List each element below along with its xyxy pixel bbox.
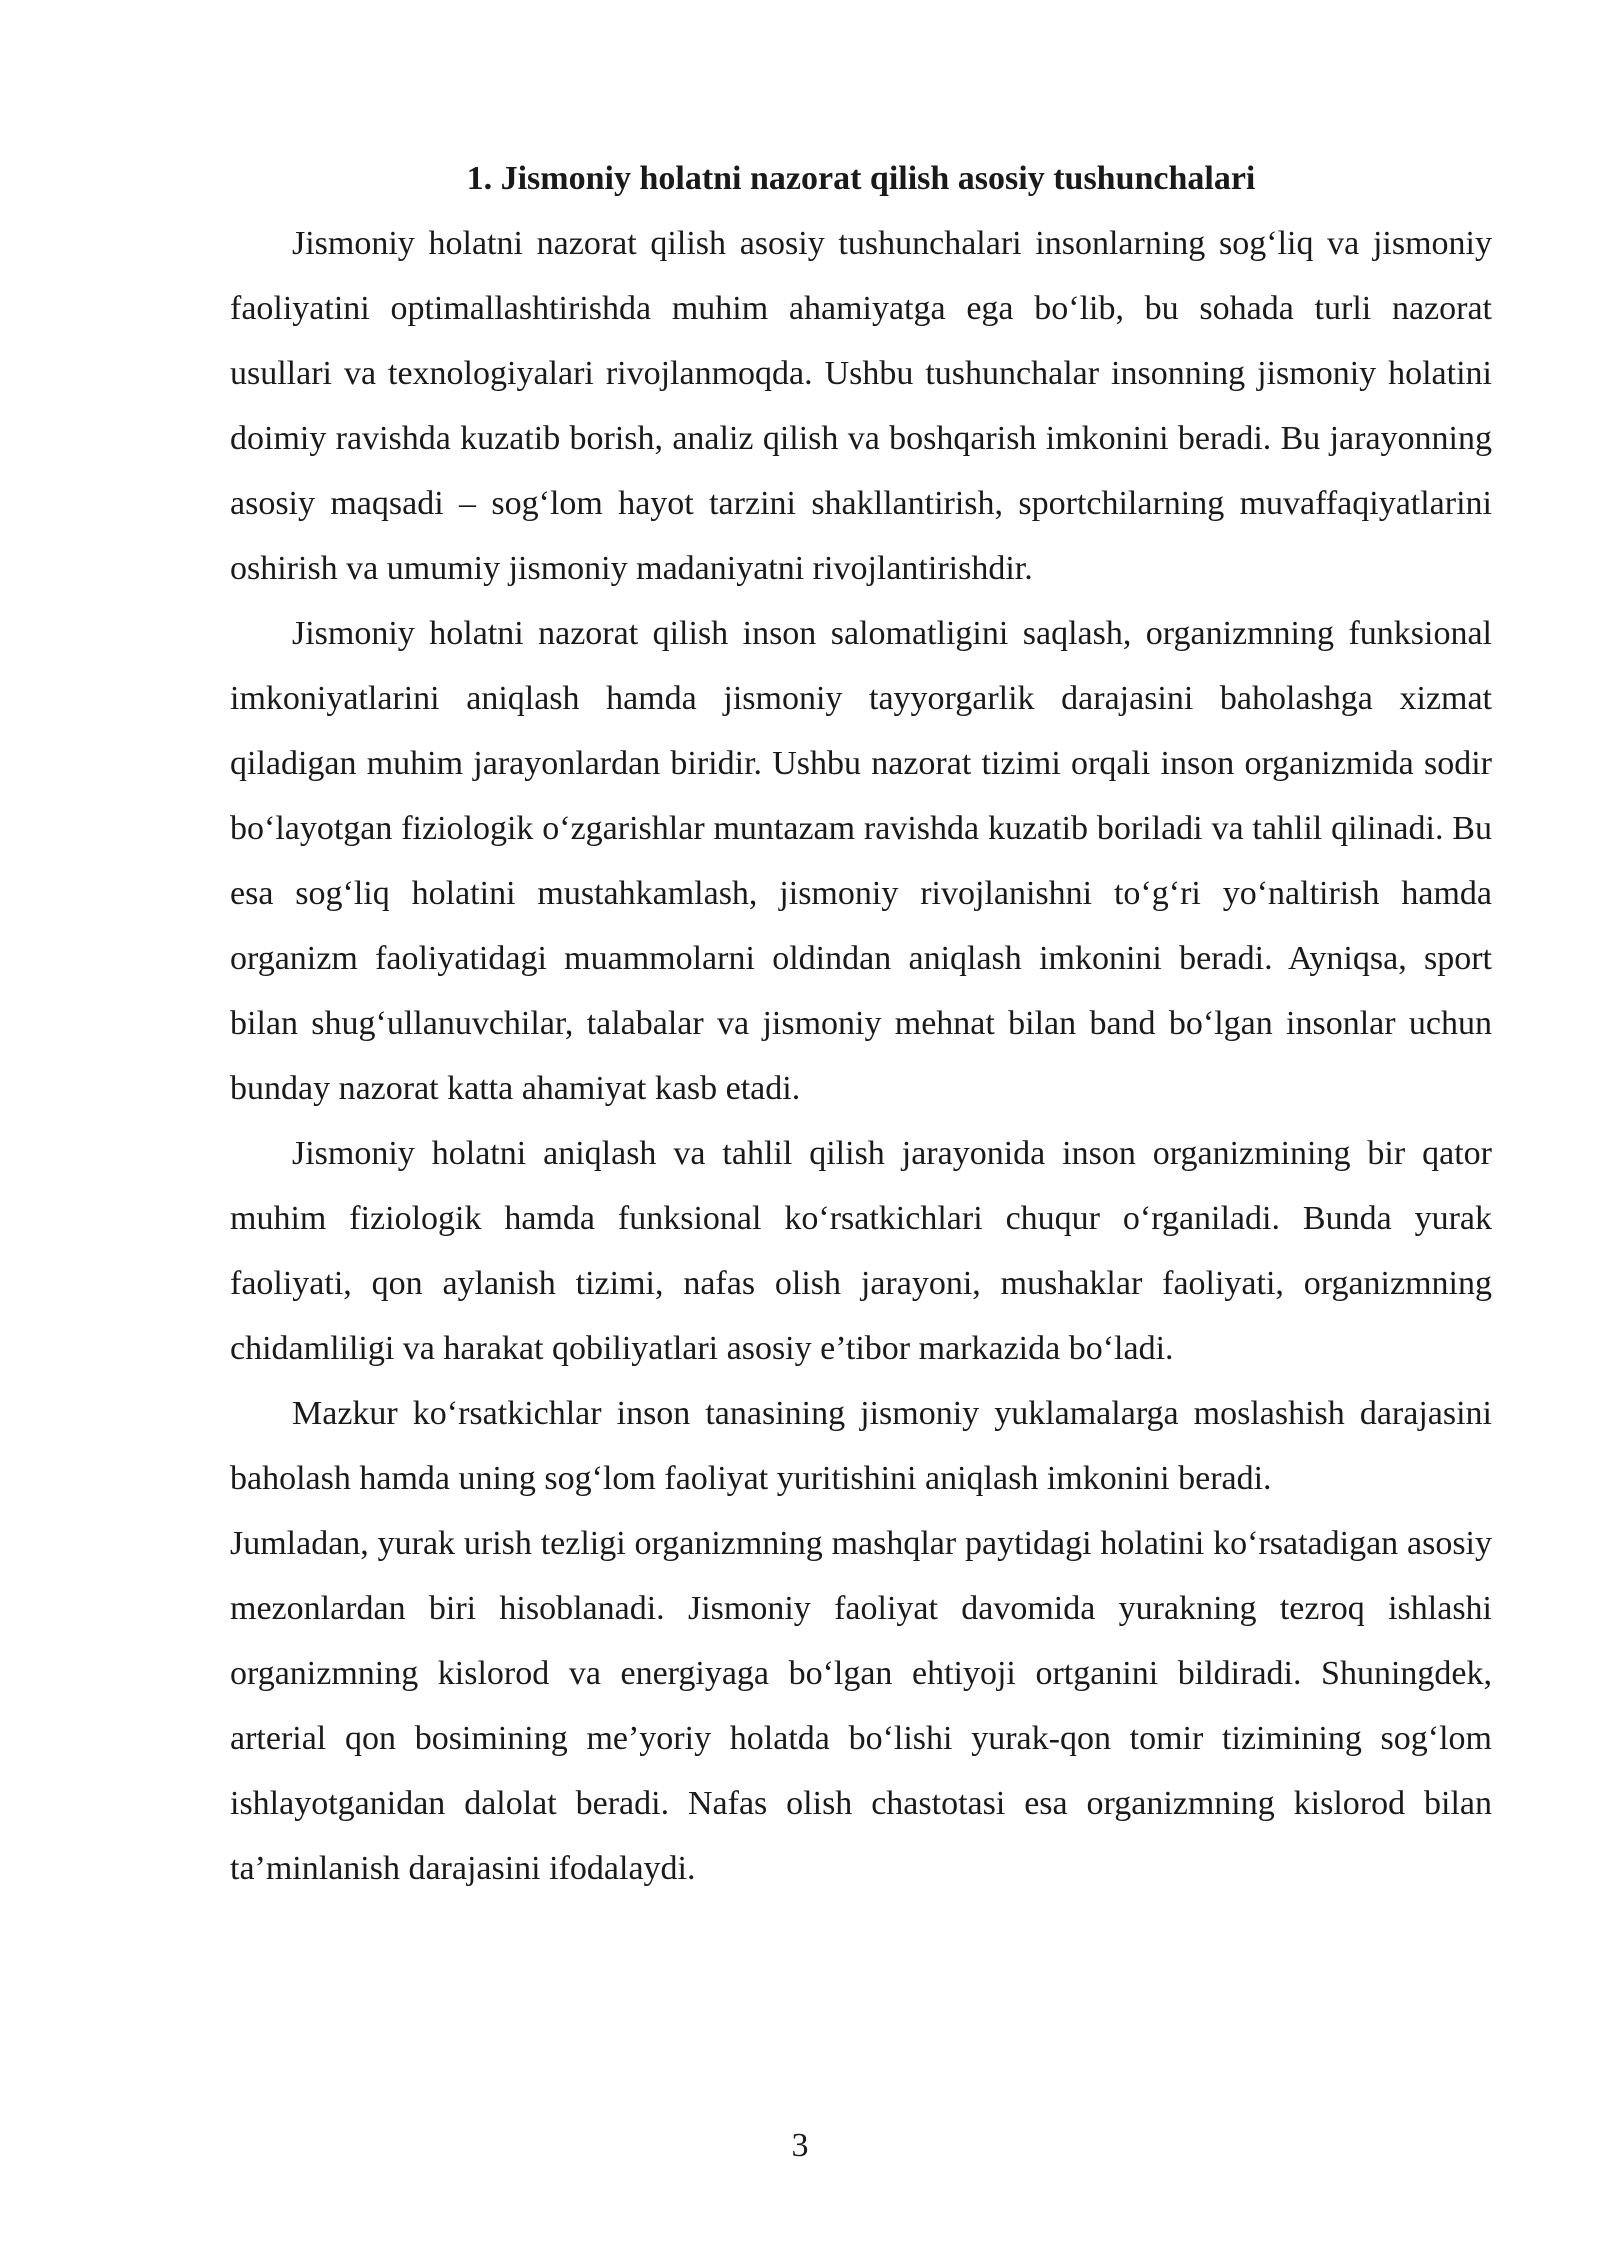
paragraph-4: Mazkur ko‘rsatkichlar inson tanasining jismoniy yuklamalarga moslashish darajasini baholash hamda uning sog‘lom faoliyat yuritishini aniqlash imkonini beradi. (230, 1395, 1492, 1497)
section-heading: 1. Jismoniy holatni nazorat qilish asosiy tushunchalari (466, 160, 1256, 197)
paragraph-2: Jismoniy holatni nazorat qilish inson salomatligini saqlash, organizmning funksional imkoniyatlarini aniqlash hamda jismoniy tayyorgarlik darajasini baholashga xizmat qiladigan muhim jarayonlardan biridir. Ushbu nazorat tizimi orqali inson organizmida sodir bo‘layotgan fiziologik o‘zgarishlar muntazam ravishda kuzatib boriladi va tahlil qilinadi. Bu esa sog‘liq holatini mustahkamlash, jismoniy rivojlanishni to‘g‘ri yo‘naltirish hamda organizm faoliyatidagi muammolarni oldindan aniqlash imkonini beradi. Ayniqsa, sport bilan shug‘ullanuvchilar, talabalar va jismoniy mehnat bilan band bo‘lgan insonlar uchun bunday nazorat katta ahamiyat kasb etadi. (230, 615, 1492, 1107)
paragraph-1: Jismoniy holatni nazorat qilish asosiy tushunchalari insonlarning sog‘liq va jismoniy faoliyatini optimallashtirishda muhim ahamiyatga ega bo‘lib, bu sohada turli nazorat usullari va texnologiyalari rivojlanmoqda. Ushbu tushunchalar insonning jismoniy holatini doimiy ravishda kuzatib borish, analiz qilish va boshqarish imkonini beradi. Bu jarayonning asosiy maqsadi – sog‘lom hayot tarzini shakllantirish, sportchilarning muvaffaqiyatlarini oshirish va umumiy jismoniy madaniyatni rivojlantirishdir. (230, 225, 1492, 587)
page-content (230, 146, 1492, 1901)
paragraph-5: Jumladan, yurak urish tezligi organizmning mashqlar paytidagi holatini ko‘rsatadigan asosiy mezonlardan biri hisoblanadi. Jismoniy faoliyat davomida yurakning tezroq ishlashi organizmning kislorod va energiyaga bo‘lgan ehtiyoji ortganini bildiradi. Shuningdek, arterial qon bosimining me’yoriy holatda bo‘lishi yurak-qon tomir tizimining sog‘lom ishlayotganidan dalolat beradi. Nafas olish chastotasi esa organizmning kislorod bilan ta’minlanish darajasini ifodalaydi. (230, 1525, 1492, 1887)
page-number: 3 (791, 2127, 809, 2164)
paragraph-3: Jismoniy holatni aniqlash va tahlil qilish jarayonida inson organizmining bir qator muhim fiziologik hamda funksional ko‘rsatkichlari chuqur o‘rganiladi. Bunda yurak faoliyati, qon aylanish tizimi, nafas olish jarayoni, mushaklar faoliyati, organizmning chidamliligi va harakat qobiliyatlari asosiy e’tibor markazida bo‘ladi. (230, 1135, 1492, 1367)
